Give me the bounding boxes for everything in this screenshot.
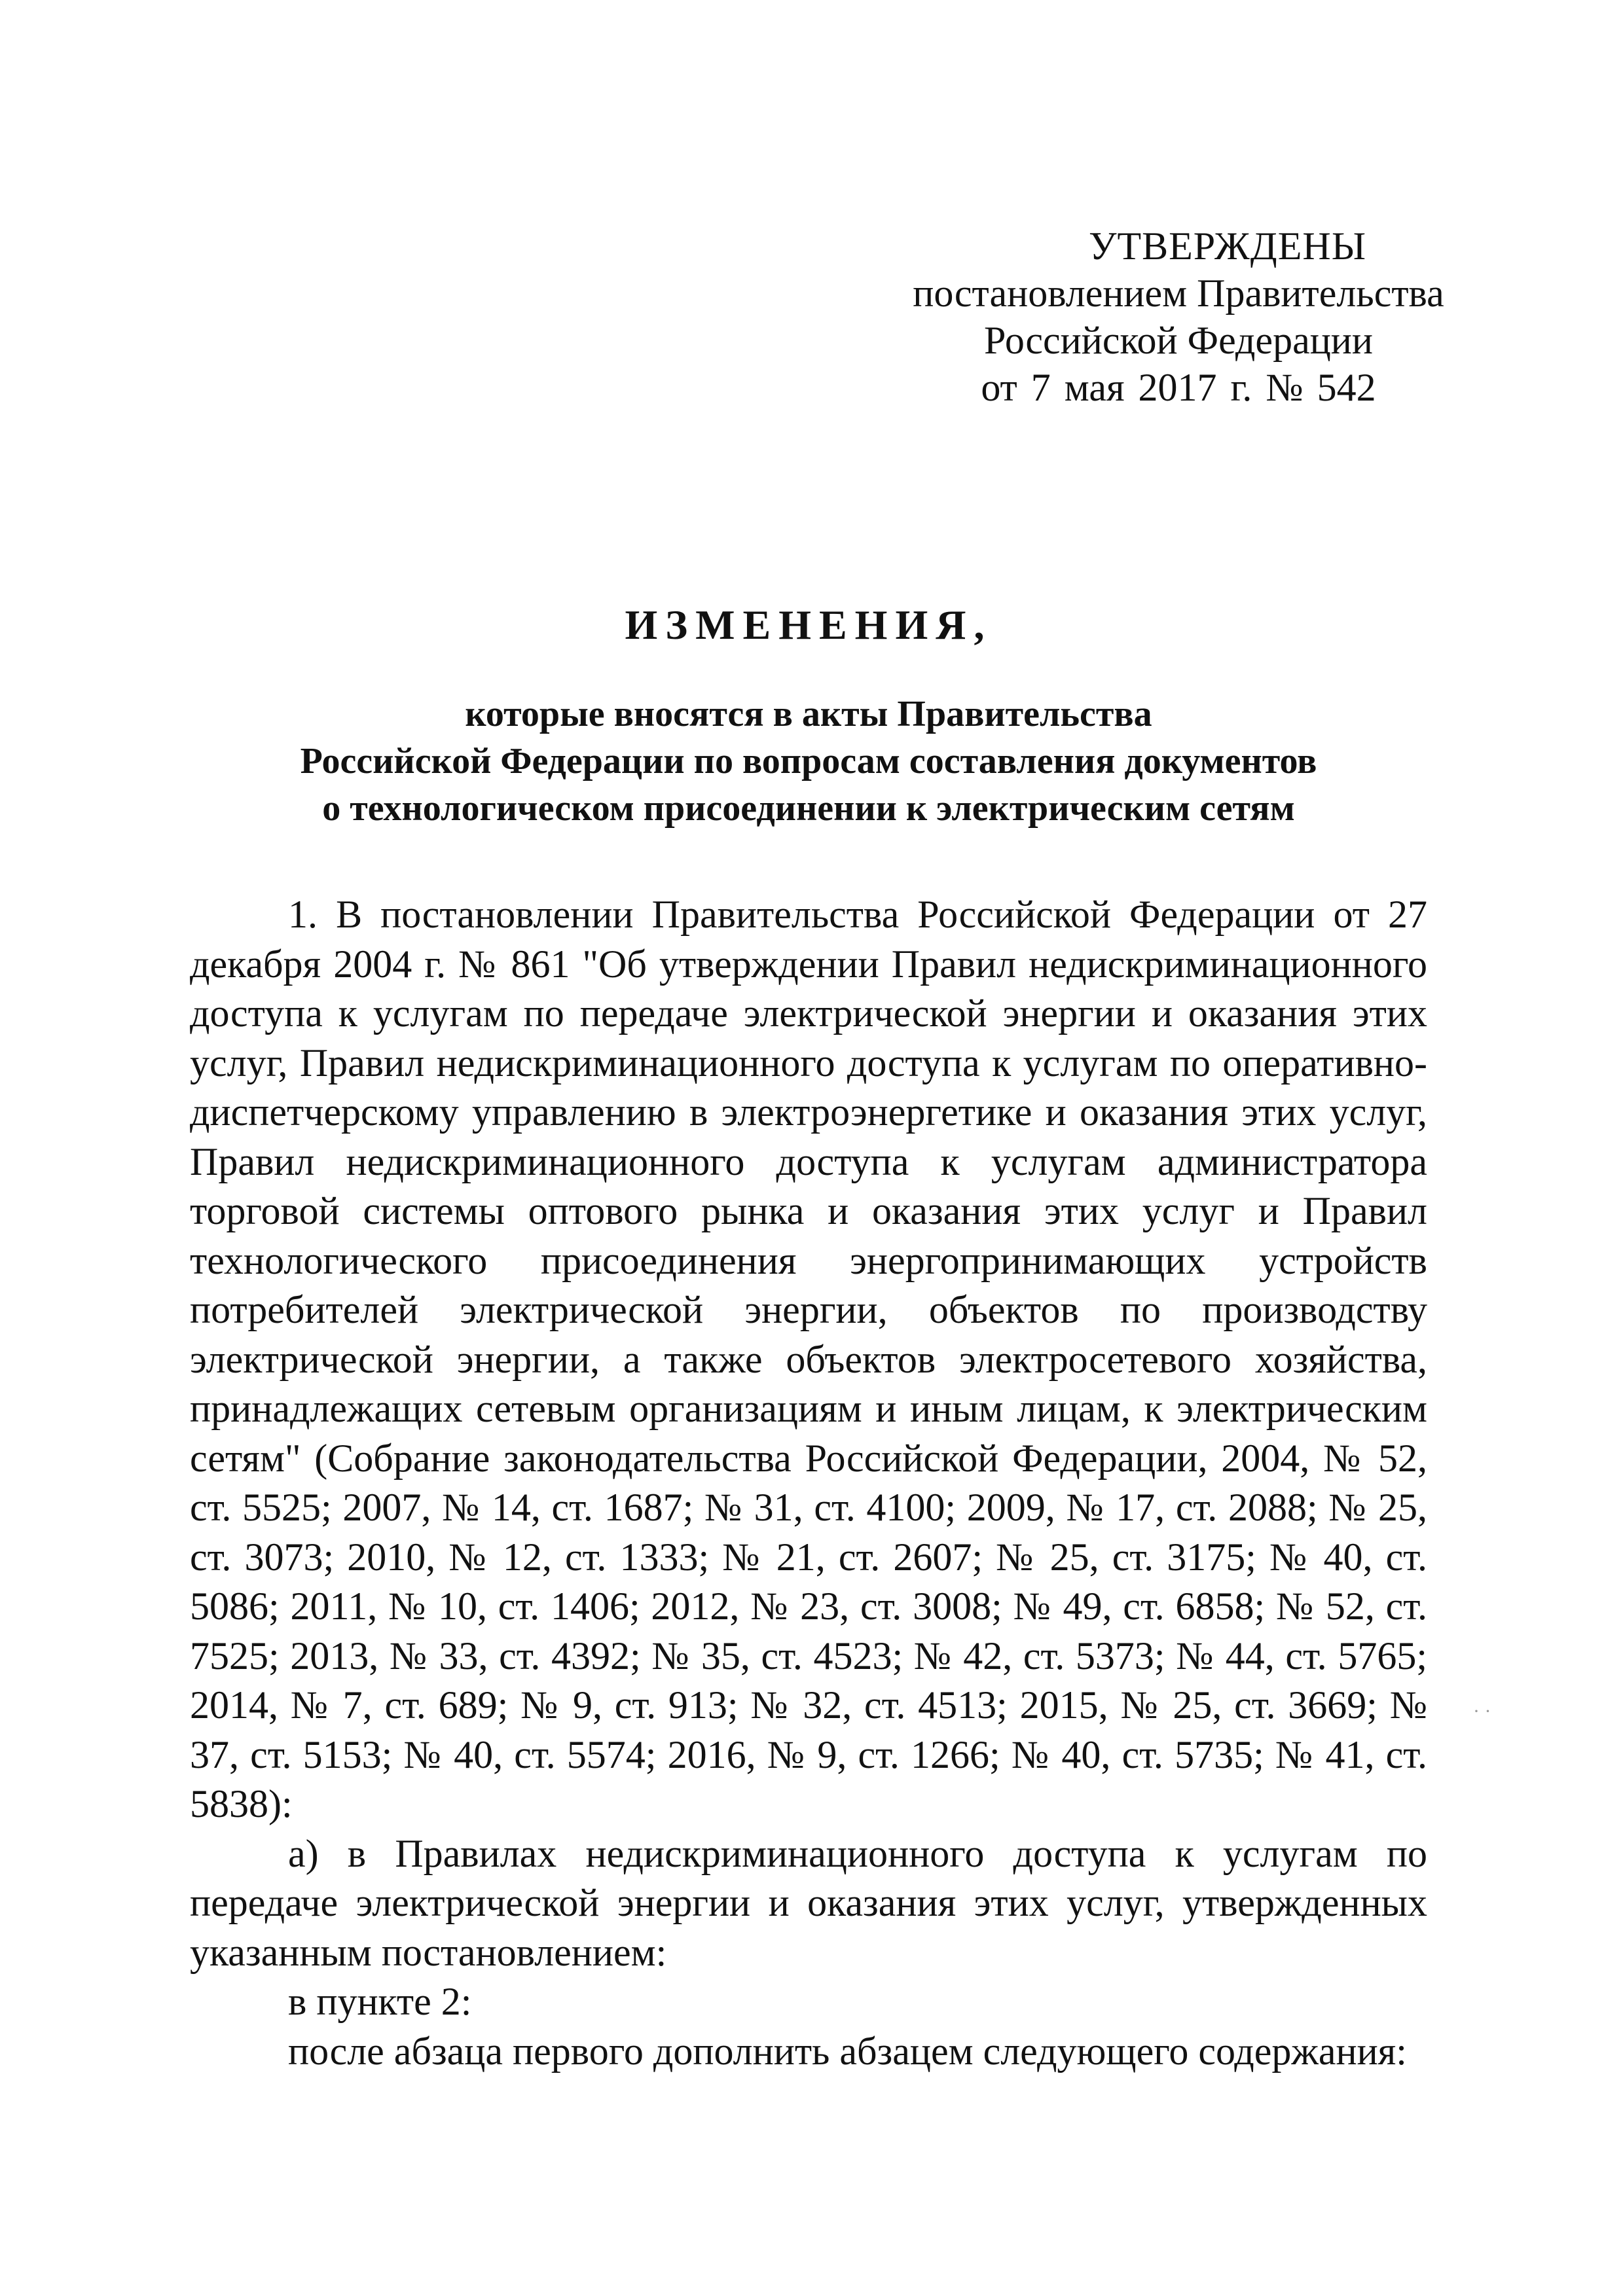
heading-subtitle-line: которые вносятся в акты Правительства — [465, 694, 1152, 734]
paragraph-addition: после абзаца первого дополнить абзацем следующего содержания: — [288, 2029, 1407, 2073]
document-heading — [190, 599, 1427, 832]
paragraph-clause-2: в пункте 2: — [288, 1980, 472, 2023]
heading-subtitle-line: Российской Федерации по вопросам составления документов — [300, 741, 1317, 781]
heading-subtitle-line: о технологическом присоединении к электрическим сетям — [322, 788, 1295, 829]
approval-issuer: постановлением Правительства — [913, 272, 1444, 315]
paragraph-item-1: 1. В постановлении Правительства Российской Федерации от 27 декабря 2004 г. № 861 "Об утверждении Правил недискриминационного доступа к услугам по передаче электрической энергии и оказания этих услуг, Правил недискриминационного доступа к услугам по оперативно-диспетчерскому управлению в электроэнергетике и оказания этих услуг, Правил недискриминационного доступа к услугам администратора торговой системы оптового рынка и оказания этих услуг и Правил технологического присоединения энергопринимающих устройств потребителей электрической энергии, объектов по производству электрической энергии, а также объектов электросетевого хозяйства, принадлежащих сетевым организациям и иным лицам, к электрическим сетям" (Собрание законодательства Российской Федерации, 2004, № 52, ст. 5525; 2007, № 14, ст. 1687; № 31, ст. 4100; 2009, № 17, ст. 2088; № 25, ст. 3073; 2010, № 12, ст. 1333; № 21, ст. 2607; № 25, ст. 3175; № 40, ст. 5086; 2011, № 10, ст. 1406; 2012, № 23, ст. 3008; № 49, ст. 6858; № 52, ст. 7525; 2013, № 33, ст. 4392; № 35, ст. 4523; № 42, ст. 5373; № 44, ст. 5765; 2014, № 7, ст. 689; № 9, ст. 913; № 32, ст. 4513; 2015, № 25, ст. 3669; № 37, ст. 5153; № 40, ст. 5574; 2016, № 9, ст. 1266; № 40, ст. 5735; № 41, ст. 5838): — [190, 893, 1427, 1825]
scan-speck-marks: · · — [1473, 1700, 1491, 1722]
approval-block — [884, 223, 1473, 411]
paragraph-subitem-a: а) в Правилах недискриминационного доступа к услугам по передаче электрической энергии и оказания этих услуг, утвержденных указанным постановлением: — [190, 1831, 1427, 1974]
approval-title: УТВЕРЖДЕНЫ — [1088, 224, 1367, 268]
approval-date-number: от 7 мая 2017 г. № 542 — [981, 366, 1376, 409]
document-body — [190, 890, 1427, 2076]
approval-country: Российской Федерации — [983, 319, 1374, 362]
heading-subtitle — [190, 691, 1427, 832]
heading-title: ИЗМЕНЕНИЯ, — [625, 601, 993, 648]
